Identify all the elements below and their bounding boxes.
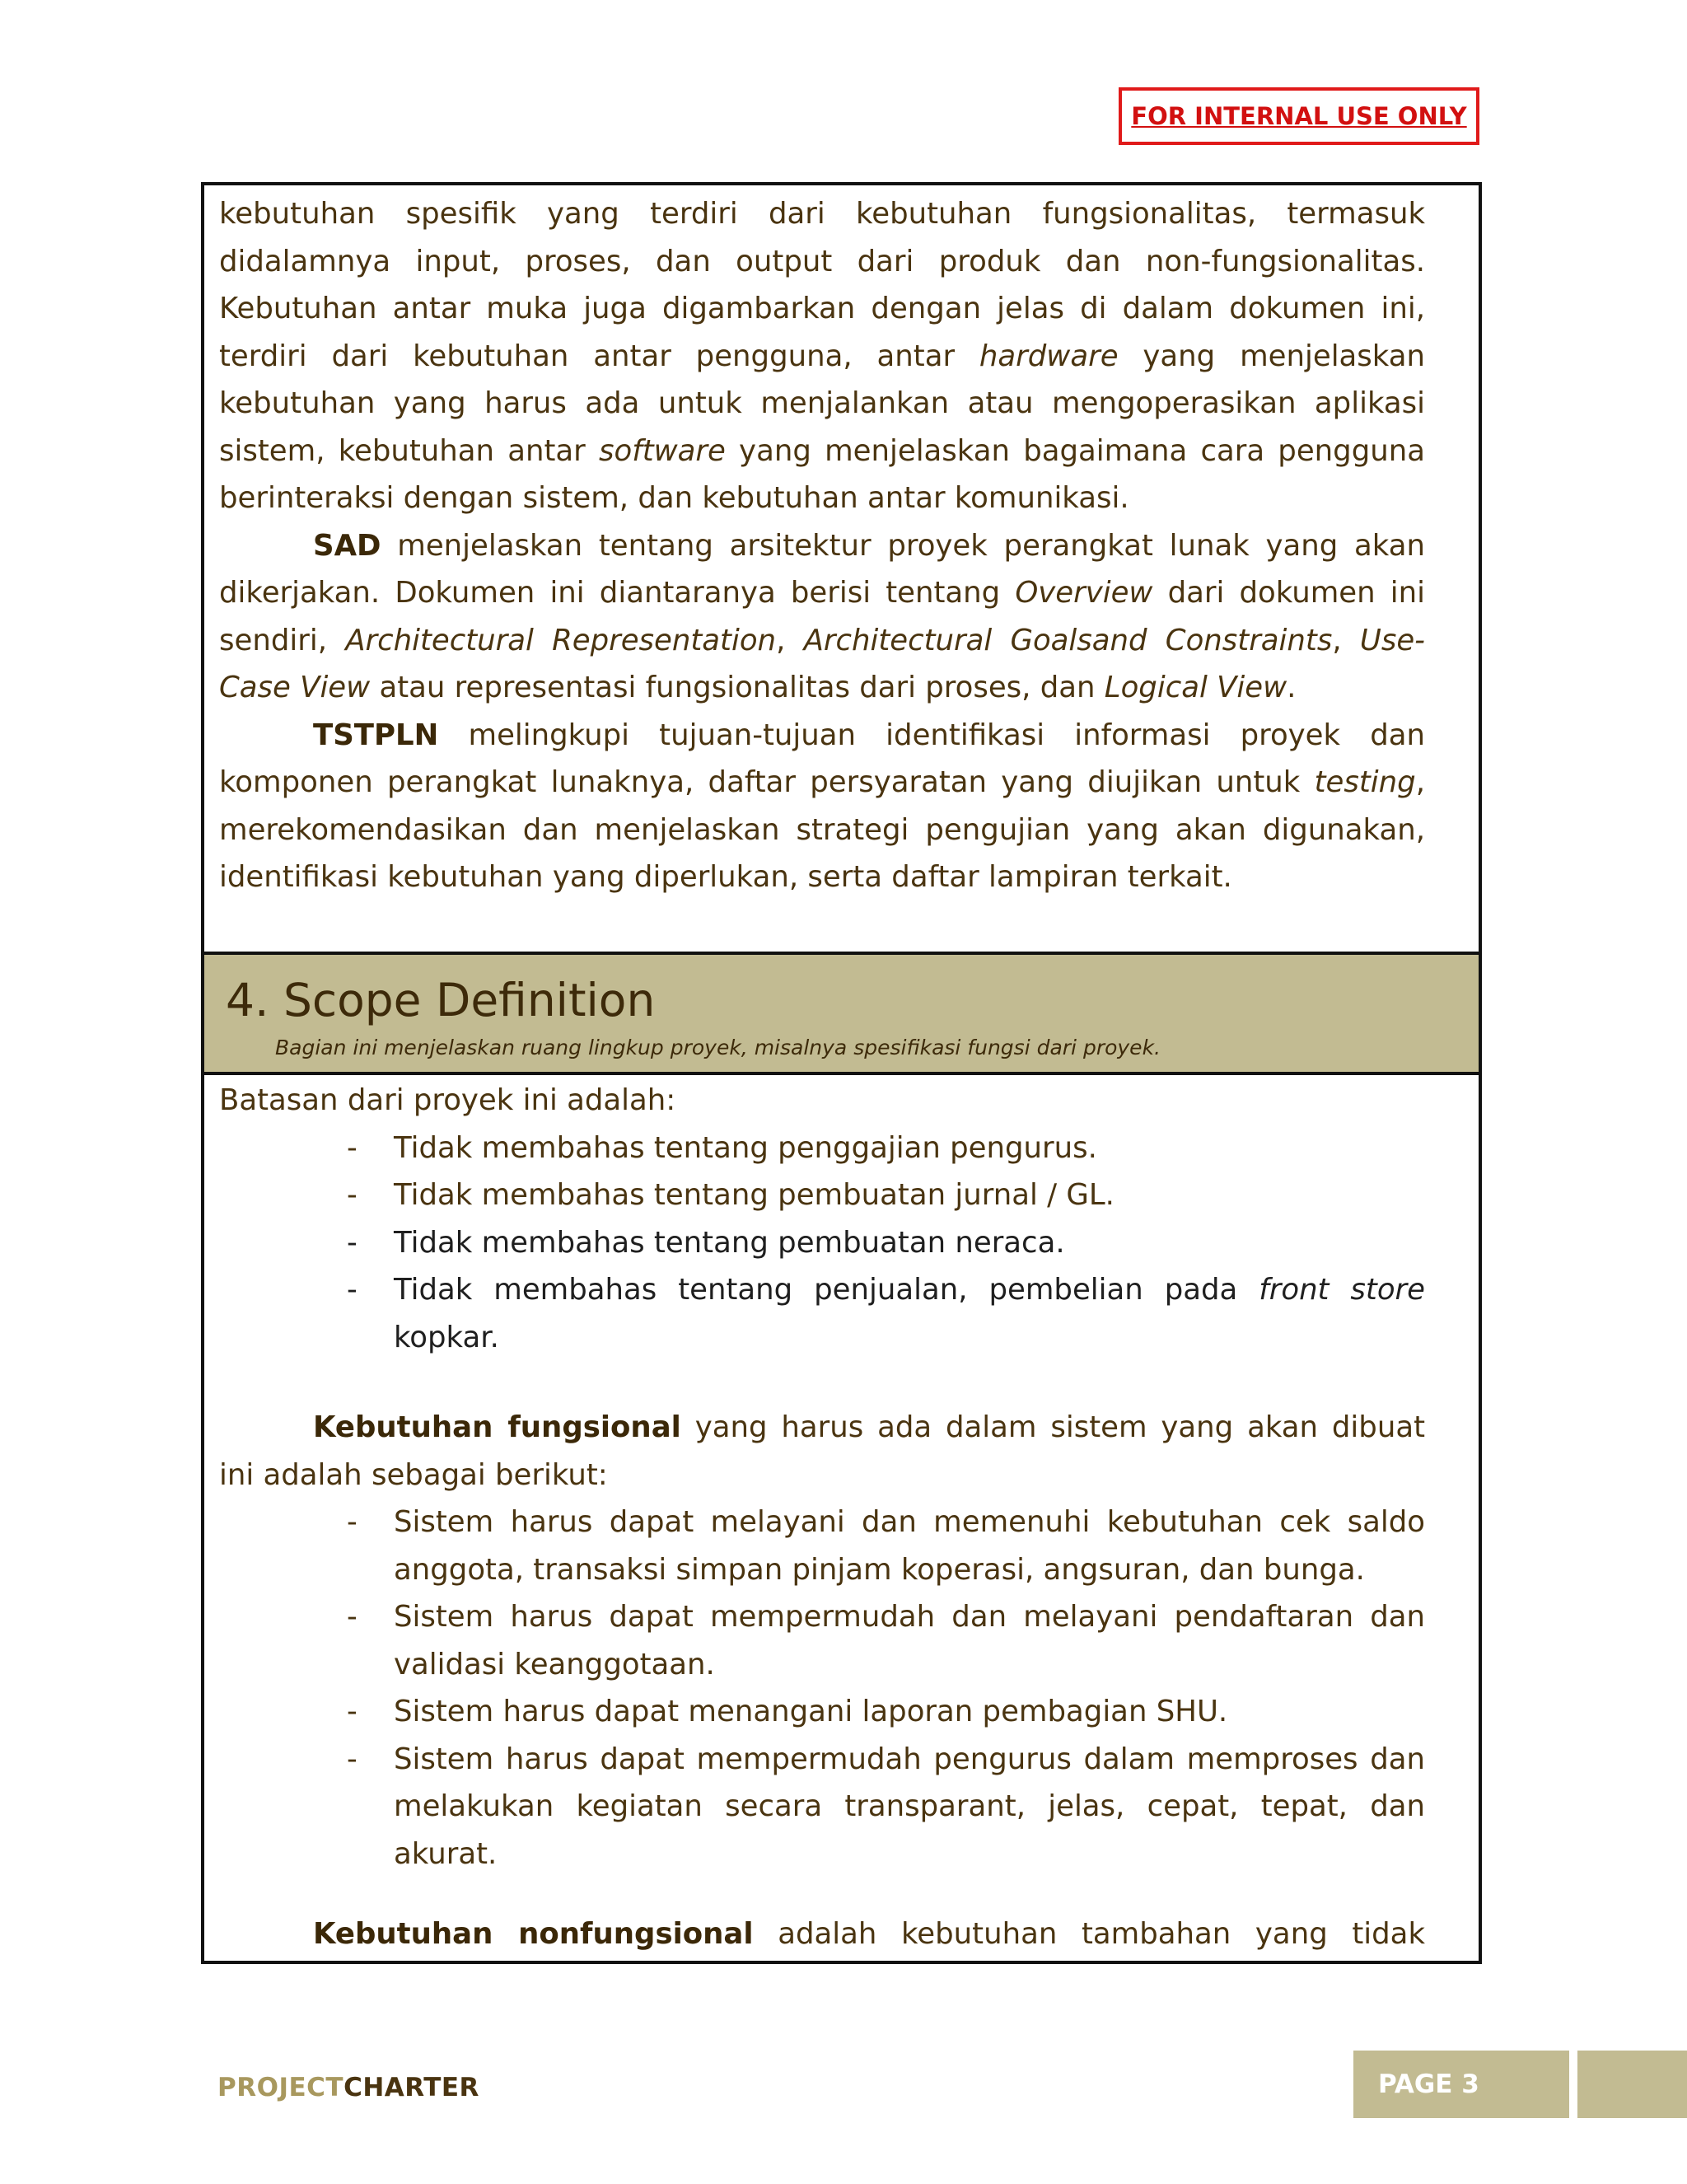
scope-text [219,1077,1425,1961]
bold-term: SAD [313,528,381,563]
nonfunctional-paragraph [219,1910,1425,1961]
text-run: yang menjelaskan bagaimana cara pengguna berinteraksi dengan sistem, dan kebutuhan antar komunikasi. [219,433,1425,515]
internal-use-stamp: FOR INTERNAL USE ONLY [1119,87,1479,145]
italic-term: Logical View [1104,671,1287,704]
footer-brand-project: PROJECT [217,2073,344,2102]
text-run: , merekomendasikan dan menjelaskan strategi pengujian yang akan digunakan, identifikasi kebutuhan yang diperlukan, serta daftar lampiran terkait. [219,765,1425,894]
overview-text [219,190,1425,901]
text-run: dari dokumen ini sendiri, [219,576,1426,657]
page-number: PAGE 3 [1353,2051,1569,2118]
spacer [219,1878,1425,1910]
italic-term: Overview [1015,576,1153,610]
italic-term: Architectural Goalsand Constraints [803,623,1333,657]
text-run: menjelaskan tentang arsitektur proyek perangkat lunak yang akan dikerjakan. Dokumen ini diantaranya berisi tentang [219,528,1425,610]
text-run: . [1287,671,1297,704]
text-run: kebutuhan spesifik yang terdiri dari kebutuhan fungsionalitas, termasuk didalamnya input, proses, dan output dari produk dan non-fungsionalitas. Kebutuhan antar muka juga digambarkan dengan jelas di dalam dokumen ini, terdiri dari kebutuhan antar pengguna, antar [219,197,1425,373]
list-item [219,1266,1425,1361]
list-item: - Sistem harus dapat melayani dan memenuhi kebutuhan cek saldo anggota, transaksi simpan pinjam koperasi, angsuran, dan bunga. [219,1499,1425,1593]
section-subtitle: Bagian ini menjelaskan ruang lingkup proyek, misalnya spesifikasi fungsi dari proyek. [275,1036,1161,1059]
sad-paragraph [219,522,1425,712]
italic-term: front store [1259,1273,1425,1307]
text-run: atau representasi fungsionalitas dari proses, dan [370,671,1105,704]
footer-brand-charter: CHARTER [343,2073,479,2102]
text-run: , [776,623,804,657]
scope-section [204,1075,1479,1961]
text-run: yang harus ada dalam sistem yang akan dibuat ini adalah sebagai berikut: [219,1410,1425,1492]
section-header [204,952,1479,1075]
footer-brand [217,2073,479,2102]
bold-term: TSTPLN [313,718,439,752]
section-title: 4. Scope Definition [226,974,656,1027]
overview-paragraph [219,190,1425,522]
document-overview-section [204,185,1479,952]
list-item: - Tidak membahas tentang pembuatan jurnal / GL. [219,1172,1425,1219]
list-item: - Sistem harus dapat mempermudah pengurus dalam memproses dan melakukan kegiatan secara transparant, jelas, cepat, tepat, dan akurat. [219,1736,1425,1878]
functional-list [219,1499,1425,1878]
bold-term: Kebutuhan nonfungsional [313,1917,754,1951]
footer-accent-block [1577,2051,1687,2118]
bold-term: Kebutuhan fungsional [313,1410,681,1444]
text-run: adalah kebutuhan tambahan yang tidak [778,1917,1425,1951]
text-run: , [1332,623,1360,657]
text-run: Tidak membahas tentang penjualan, pembelian pada [394,1273,1259,1307]
limits-list [219,1125,1425,1362]
functional-paragraph [219,1404,1425,1499]
spacer [219,1361,1425,1404]
list-item: - Tidak membahas tentang pembuatan neraca. [219,1219,1425,1267]
italic-term: hardware [979,339,1119,373]
text-run: melingkupi tujuan-tujuan identifikasi informasi proyek dan komponen perangkat lunaknya, daftar persyaratan yang diujikan untuk [219,718,1425,799]
list-item: - Tidak membahas tentang penggajian pengurus. [219,1125,1425,1172]
list-item: - Sistem harus dapat mempermudah dan melayani pendaftaran dan validasi keanggotaan. [219,1593,1425,1688]
content-frame [201,182,1482,1964]
italic-term: Use-Case View [219,623,1425,704]
list-item: - Sistem harus dapat menangani laporan pembagian SHU. [219,1688,1425,1736]
italic-term: software [598,433,726,468]
tstpln-paragraph [219,712,1425,901]
italic-term: testing [1314,765,1416,799]
scope-intro: Batasan dari proyek ini adalah: [219,1083,676,1117]
text-run: kopkar. [394,1320,499,1354]
italic-term: Architectural Representation [345,623,777,657]
text-run: yang menjelaskan kebutuhan yang harus ada untuk menjalankan atau mengoperasikan aplikasi sistem, kebutuhan antar [219,339,1425,468]
